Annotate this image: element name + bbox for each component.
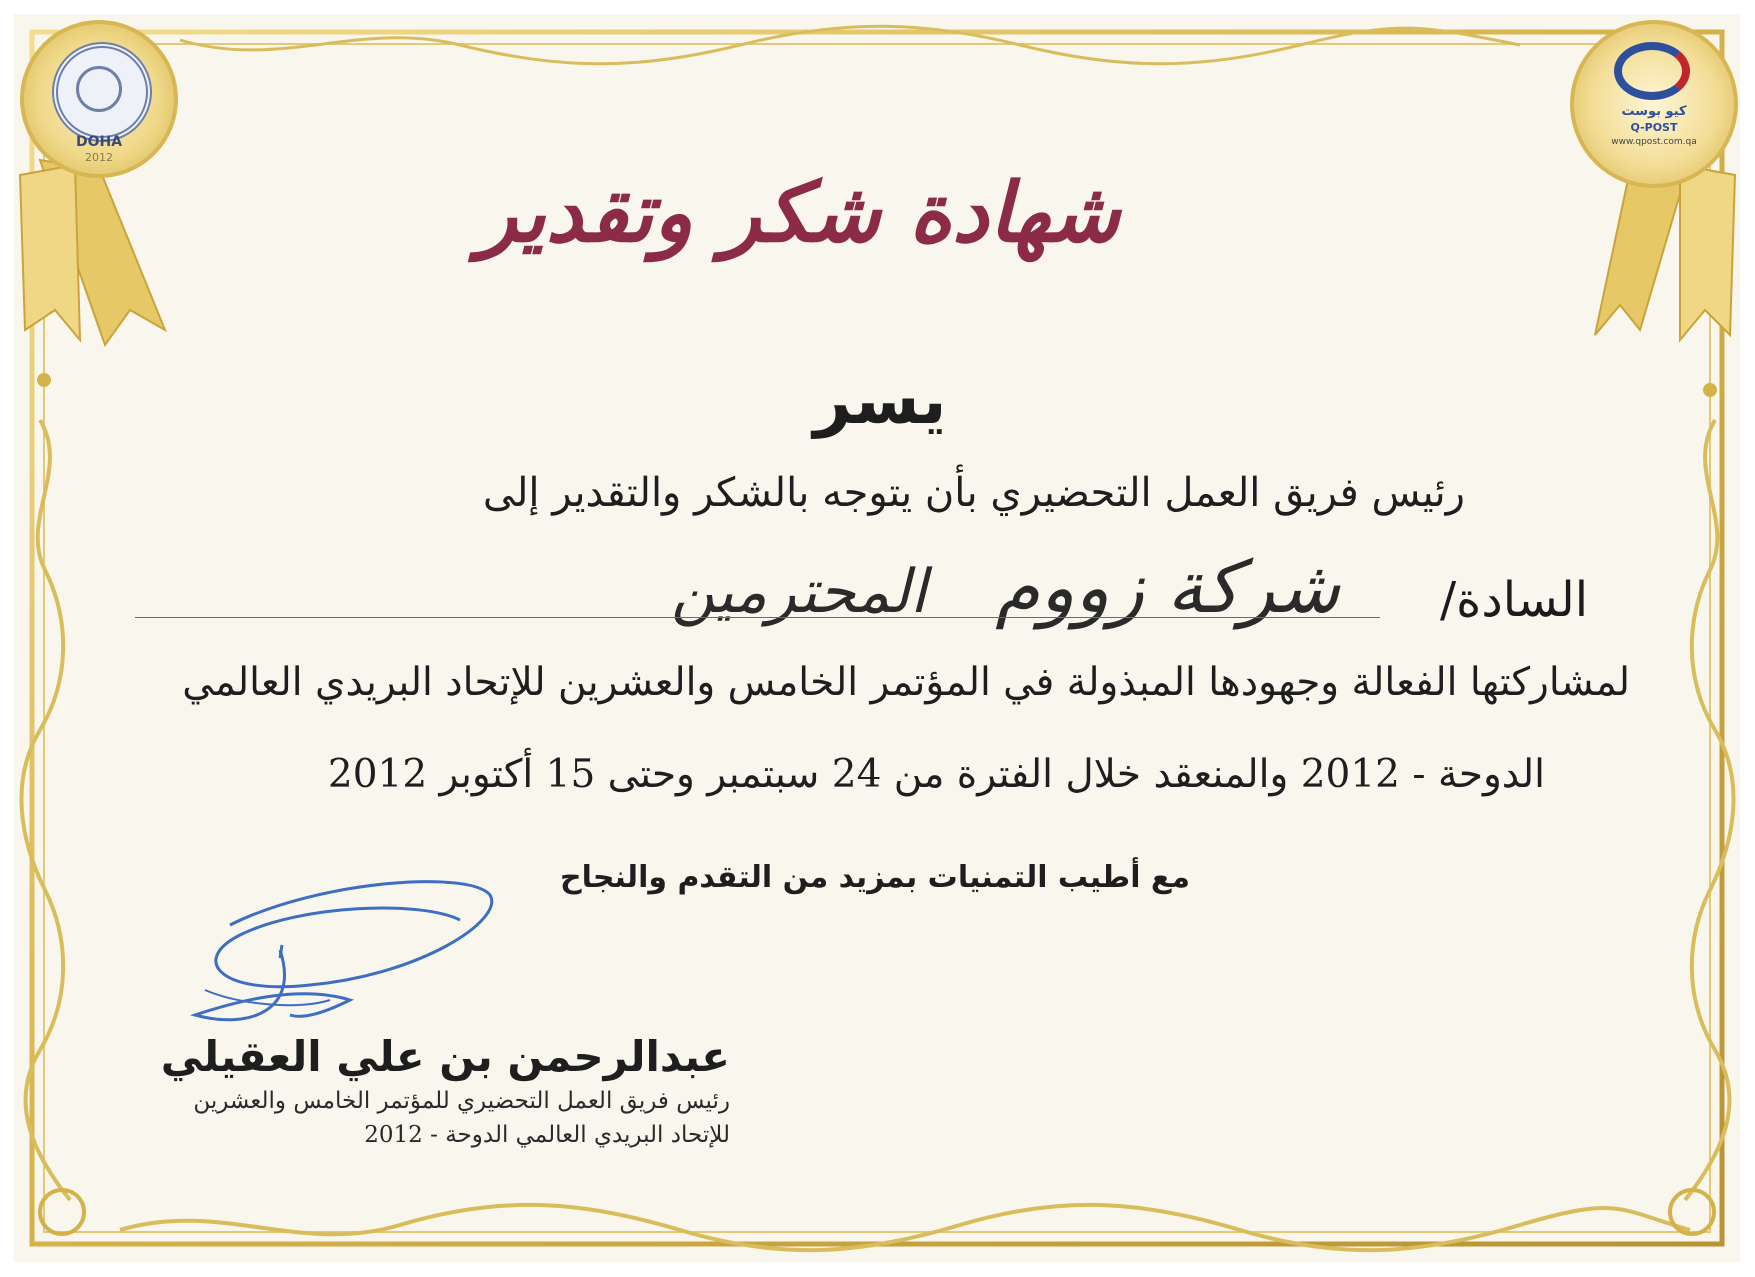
signatory-title-line1: رئيس فريق العمل التحضيري للمؤتمر الخامس والعشرين — [193, 1088, 730, 1114]
left-medal-line2: 2012 — [85, 151, 113, 164]
recipient-company: شركة زووم — [995, 545, 1340, 629]
left-medal-line1: DOHA — [75, 134, 123, 150]
salutation-label: السادة/ — [1440, 572, 1589, 628]
opening-word: يسر — [813, 362, 947, 439]
signatory-name: عبدالرحمن بن علي العقيلي — [160, 1032, 730, 1081]
signatory-title-line2: للإتحاد البريدي العالمي الدوحة - 2012 — [364, 1122, 730, 1148]
wishes-line: مع أطيب التمنيات بمزيد من التقدم والنجاح — [560, 860, 1190, 895]
qpost-brand-en: Q-POST — [1630, 121, 1678, 134]
recipient-suffix: المحترمين — [671, 557, 927, 627]
participation-line: لمشاركتها الفعالة وجهودها المبذولة في المؤتمر الخامس والعشرين للإتحاد البريدي العالمي — [182, 660, 1630, 705]
event-dates-line: الدوحة - 2012 والمنعقد خلال الفترة من 24 سبتمبر وحتى 15 أكتوبر 2012 — [327, 752, 1545, 797]
qpost-url: www.qpost.com.qa — [1611, 137, 1697, 147]
qpost-brand-ar: كيو بوست — [1621, 104, 1687, 119]
intro-line: رئيس فريق العمل التحضيري بأن يتوجه بالشكر والتقدير إلى — [482, 470, 1465, 516]
certificate-title: شهادة شكر وتقدير — [477, 165, 1120, 261]
